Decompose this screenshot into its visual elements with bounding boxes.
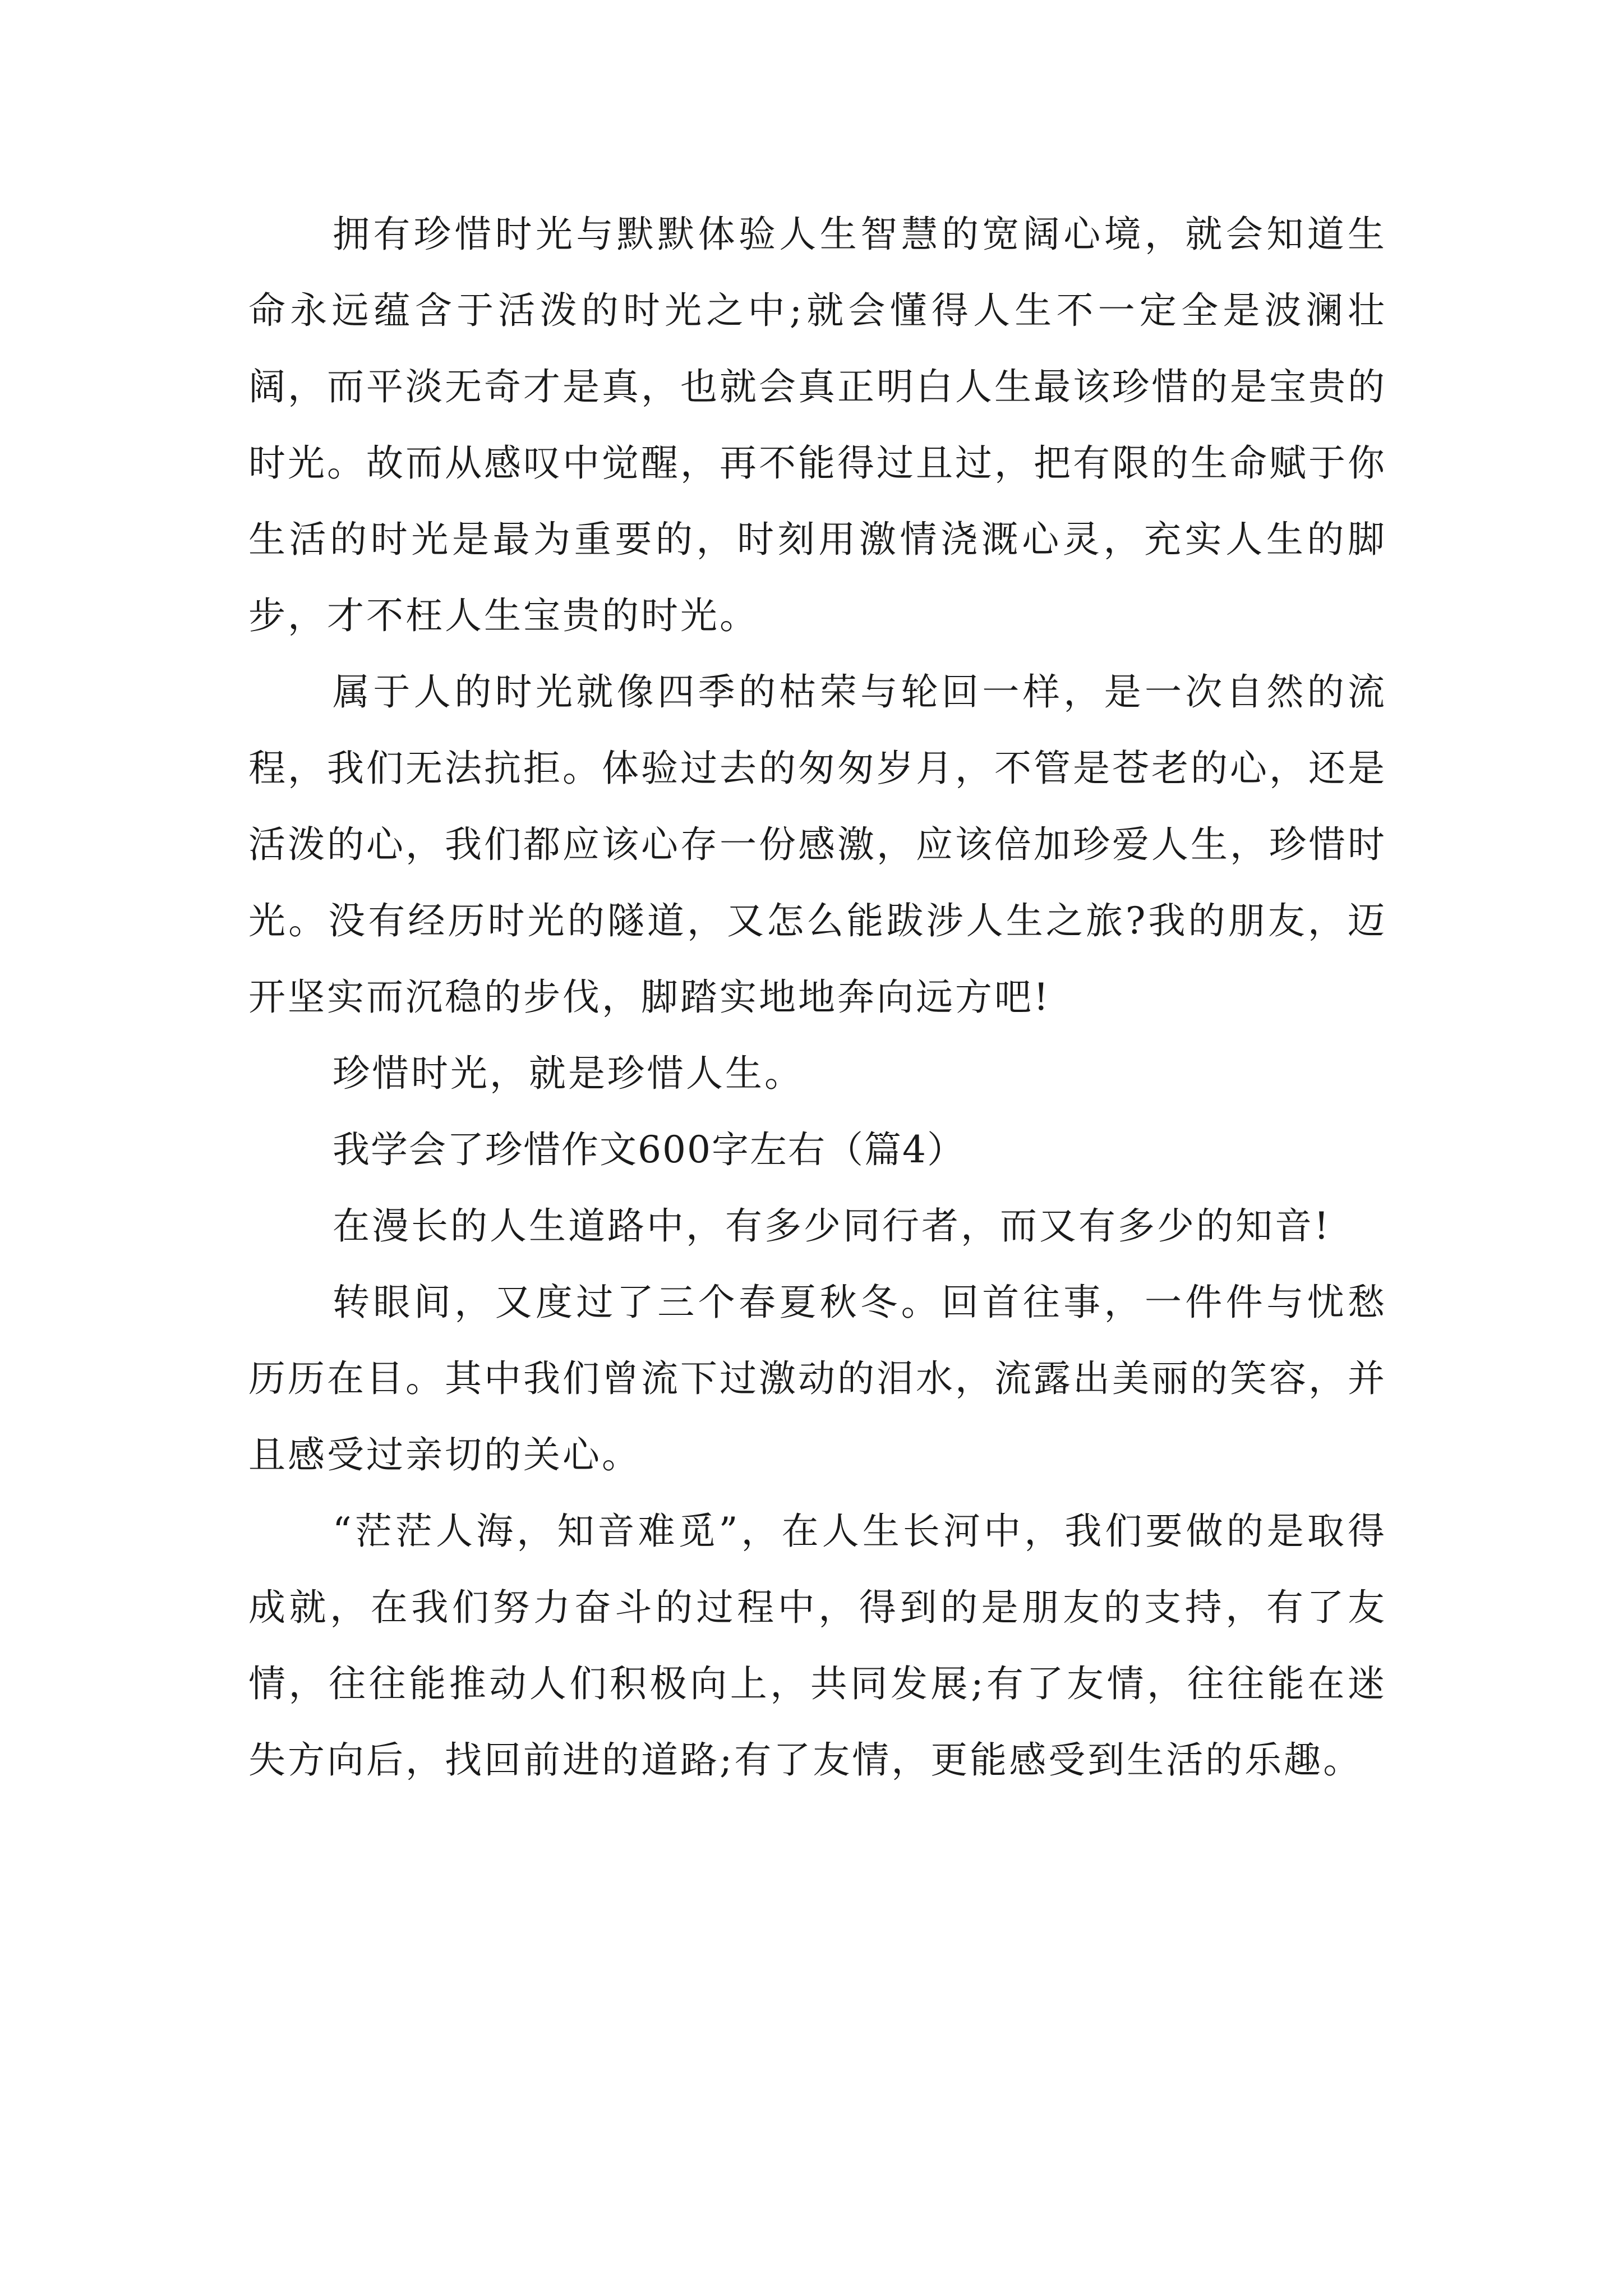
paragraph-cherish-time: 拥有珍惜时光与默默体验人生智慧的宽阔心境，就会知道生命永远蕴含于活泼的时光之中;就会懂得人生不一定全是波澜壮阔，而平淡无奇才是真，也就会真正明白人生最该珍惜的是宝贵的时光。故而从感叹中觉醒，再不能得过且过，把有限的生命赋于你生活的时光是最为重要的，时刻用激情浇溉心灵，充实人生的脚步，才不枉人生宝贵的时光。	[248, 213, 1387, 637]
paragraph-cherish-life: 珍惜时光，就是珍惜人生。	[333, 1052, 804, 1095]
paragraph-memories: 转眼间，又度过了三个春夏秋冬。回首往事，一件件与忧愁历历在目。其中我们曾流下过激动的泪水，流露出美丽的笑容，并且感受过亲切的关心。	[248, 1281, 1387, 1476]
section-heading: 我学会了珍惜作文600字左右（篇4）	[333, 1128, 965, 1171]
paragraph-seasons: 属于人的时光就像四季的枯荣与轮回一样，是一次自然的流程，我们无法抗拒。体验过去的匆匆岁月，不管是苍老的心，还是活泼的心，我们都应该心存一份感激，应该倍加珍爱人生，珍惜时光。没有经历时光的隧道，又怎么能跋涉人生之旅?我的朋友，迈开坚实而沉稳的步伐，脚踏实地地奔向远方吧!	[248, 670, 1387, 1019]
paragraph-life-road: 在漫长的人生道路中，有多少同行者，而又有多少的知音!	[333, 1204, 1331, 1248]
paragraph-friendship: “茫茫人海，知音难觅”，在人生长河中，我们要做的是取得成就，在我们努力奋斗的过程中，得到的是朋友的支持，有了友情，往往能推动人们积极向上，共同发展;有了友情，往往能在迷失方向后，找回前进的道路;有了友情，更能感受到生活的乐趣。	[248, 1510, 1387, 1782]
document-body	[248, 196, 1387, 1798]
